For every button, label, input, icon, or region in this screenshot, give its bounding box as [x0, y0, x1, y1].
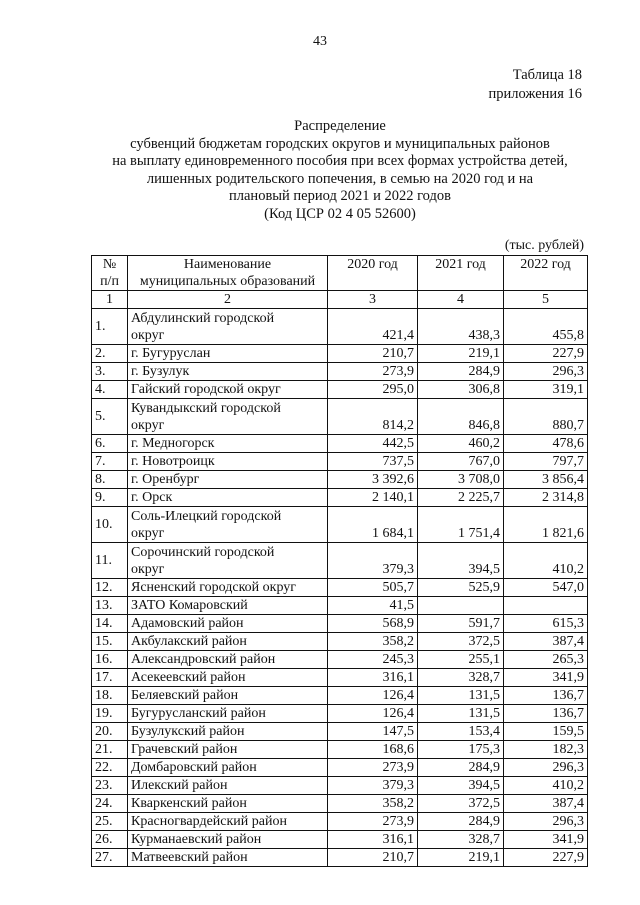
table-ref-line1: Таблица 18	[512, 67, 582, 83]
value-2021: 284,9	[418, 813, 504, 831]
col-number: 4	[418, 291, 504, 309]
table-row	[92, 543, 588, 579]
value-2021: 306,8	[418, 381, 504, 399]
header-num: № п/п	[92, 256, 128, 291]
row-number: 23.	[92, 777, 128, 795]
row-number: 13.	[92, 597, 128, 615]
row-number: 5.	[92, 399, 128, 435]
municipality-name-line1: г. Бузулук	[131, 364, 190, 379]
table-row	[92, 813, 588, 831]
table-reference	[489, 66, 582, 104]
table-row	[92, 381, 588, 399]
municipality-name-line2: округ	[131, 561, 165, 577]
municipality-name-line2: округ	[131, 417, 165, 433]
municipality-name-line1: Курманаевский район	[131, 832, 262, 847]
col-number: 1	[92, 291, 128, 309]
value-2020: 358,2	[328, 633, 418, 651]
municipality-name-line1: Грачевский район	[131, 742, 238, 757]
table-row	[92, 669, 588, 687]
value-2021: 438,3	[418, 309, 504, 345]
value-2021: 394,5	[418, 777, 504, 795]
municipality-name-line1: г. Бугуруслан	[131, 346, 211, 361]
value-2022: 387,4	[504, 795, 588, 813]
value-2021: 131,5	[418, 687, 504, 705]
row-number: 7.	[92, 453, 128, 471]
municipality-name	[128, 579, 328, 597]
value-2022: 265,3	[504, 651, 588, 669]
municipality-name	[128, 435, 328, 453]
value-2020: 273,9	[328, 363, 418, 381]
municipality-name-line1: Беляевский район	[131, 688, 239, 703]
municipality-name	[128, 849, 328, 867]
col-number: 2	[128, 291, 328, 309]
value-2020: 245,3	[328, 651, 418, 669]
municipality-name-line1: Акбулакский район	[131, 634, 247, 649]
value-2022	[504, 597, 588, 615]
value-2022: 227,9	[504, 345, 588, 363]
value-2022: 227,9	[504, 849, 588, 867]
value-2022: 478,6	[504, 435, 588, 453]
table-row	[92, 795, 588, 813]
municipality-name-line1: Матвеевский район	[131, 850, 248, 865]
row-number: 11.	[92, 543, 128, 579]
value-2020: 316,1	[328, 831, 418, 849]
value-2020: 421,4	[328, 309, 418, 345]
municipality-name-line1: г. Новотроицк	[131, 454, 215, 469]
table-row	[92, 849, 588, 867]
table-row	[92, 489, 588, 507]
municipality-name-line1: Гайский городской округ	[131, 382, 281, 397]
value-2022: 797,7	[504, 453, 588, 471]
value-2021: 767,0	[418, 453, 504, 471]
municipality-name	[128, 759, 328, 777]
col-number: 5	[504, 291, 588, 309]
value-2020: 379,3	[328, 543, 418, 579]
municipality-name	[128, 399, 328, 435]
value-2021: 2 225,7	[418, 489, 504, 507]
value-2021: 153,4	[418, 723, 504, 741]
header-2022: 2022 год	[504, 256, 588, 291]
value-2020: 295,0	[328, 381, 418, 399]
municipality-name	[128, 381, 328, 399]
row-number: 1.	[92, 309, 128, 345]
row-number: 15.	[92, 633, 128, 651]
title-line5: плановый период 2021 и 2022 годов	[229, 188, 451, 204]
value-2021: 460,2	[418, 435, 504, 453]
value-2021: 328,7	[418, 831, 504, 849]
table-row	[92, 453, 588, 471]
value-2020: 568,9	[328, 615, 418, 633]
value-2022: 136,7	[504, 687, 588, 705]
row-number: 4.	[92, 381, 128, 399]
table-body	[92, 309, 588, 867]
title-line3: на выплату единовременного пособия при всех формах устройства детей,	[112, 153, 568, 169]
municipality-name	[128, 543, 328, 579]
municipality-name	[128, 363, 328, 381]
value-2022: 3 856,4	[504, 471, 588, 489]
value-2020: 737,5	[328, 453, 418, 471]
table-row	[92, 345, 588, 363]
value-2021: 255,1	[418, 651, 504, 669]
municipality-name-line1: г. Медногорск	[131, 436, 215, 451]
row-number: 9.	[92, 489, 128, 507]
municipality-name-line1: Адамовский район	[131, 616, 244, 631]
table-row	[92, 471, 588, 489]
municipality-name-line1: Абдулинский городской	[131, 310, 275, 326]
value-2021: 328,7	[418, 669, 504, 687]
table-row	[92, 309, 588, 345]
value-2020: 273,9	[328, 813, 418, 831]
municipality-name	[128, 669, 328, 687]
row-number: 21.	[92, 741, 128, 759]
municipality-name	[128, 741, 328, 759]
row-number: 6.	[92, 435, 128, 453]
municipality-name-line2: округ	[131, 327, 165, 343]
value-2020: 126,4	[328, 687, 418, 705]
row-number: 25.	[92, 813, 128, 831]
header-name: Наименование муниципальных образований	[128, 256, 328, 291]
row-number: 3.	[92, 363, 128, 381]
value-2020: 358,2	[328, 795, 418, 813]
value-2022: 136,7	[504, 705, 588, 723]
value-2020: 316,1	[328, 669, 418, 687]
value-2021: 846,8	[418, 399, 504, 435]
municipality-name	[128, 309, 328, 345]
value-2020: 168,6	[328, 741, 418, 759]
value-2022: 319,1	[504, 381, 588, 399]
value-2022: 296,3	[504, 363, 588, 381]
title-line6: (Код ЦСР 02 4 05 52600)	[264, 205, 416, 222]
municipality-name-line1: Асекеевский район	[131, 670, 246, 685]
value-2022: 615,3	[504, 615, 588, 633]
municipality-name-line1: Кувандыкский городской	[131, 400, 281, 416]
value-2022: 159,5	[504, 723, 588, 741]
value-2022: 341,9	[504, 831, 588, 849]
row-number: 16.	[92, 651, 128, 669]
value-2021: 1 751,4	[418, 507, 504, 543]
value-2021: 284,9	[418, 363, 504, 381]
value-2020: 3 392,6	[328, 471, 418, 489]
table-row	[92, 579, 588, 597]
row-number: 26.	[92, 831, 128, 849]
municipality-name	[128, 489, 328, 507]
title-line1: Распределение	[294, 118, 386, 134]
value-2020: 41,5	[328, 597, 418, 615]
row-number: 2.	[92, 345, 128, 363]
title-line4: лишенных родительского попечения, в семью на 2020 год и на	[146, 170, 534, 187]
table-row	[92, 615, 588, 633]
value-2021: 525,9	[418, 579, 504, 597]
municipality-name-line1: Домбаровский район	[131, 760, 257, 775]
municipality-name	[128, 651, 328, 669]
municipality-name	[128, 345, 328, 363]
municipality-name	[128, 687, 328, 705]
municipality-name	[128, 723, 328, 741]
row-number: 17.	[92, 669, 128, 687]
value-2022: 410,2	[504, 777, 588, 795]
value-2020: 1 684,1	[328, 507, 418, 543]
table-ref-line2: приложения 16	[488, 86, 582, 102]
table-row	[92, 597, 588, 615]
value-2022: 1 821,6	[504, 507, 588, 543]
municipality-name	[128, 615, 328, 633]
value-2021	[418, 597, 504, 615]
table-row	[92, 633, 588, 651]
page-number: 43	[313, 34, 327, 49]
value-2022: 341,9	[504, 669, 588, 687]
municipality-name-line1: г. Оренбург	[131, 472, 200, 487]
value-2021: 372,5	[418, 633, 504, 651]
row-number: 10.	[92, 507, 128, 543]
value-2021: 372,5	[418, 795, 504, 813]
value-2022: 410,2	[504, 543, 588, 579]
value-2020: 379,3	[328, 777, 418, 795]
value-2020: 273,9	[328, 759, 418, 777]
municipality-name	[128, 795, 328, 813]
subsidy-table	[91, 255, 588, 867]
municipality-name-line1: ЗАТО Комаровский	[131, 598, 248, 613]
row-number: 22.	[92, 759, 128, 777]
row-number: 24.	[92, 795, 128, 813]
value-2020: 442,5	[328, 435, 418, 453]
value-2021: 175,3	[418, 741, 504, 759]
municipality-name	[128, 813, 328, 831]
table-row	[92, 741, 588, 759]
municipality-name-line1: Кваркенский район	[131, 796, 247, 811]
document-title	[90, 118, 590, 223]
row-number: 12.	[92, 579, 128, 597]
table-row	[92, 435, 588, 453]
municipality-name-line1: Сорочинский городской	[131, 544, 275, 560]
value-2022: 880,7	[504, 399, 588, 435]
municipality-name	[128, 453, 328, 471]
header-row	[92, 256, 588, 291]
value-2020: 147,5	[328, 723, 418, 741]
municipality-name	[128, 507, 328, 543]
value-2021: 3 708,0	[418, 471, 504, 489]
row-number: 14.	[92, 615, 128, 633]
row-number: 27.	[92, 849, 128, 867]
table-row	[92, 651, 588, 669]
value-2022: 2 314,8	[504, 489, 588, 507]
municipality-name	[128, 831, 328, 849]
value-2022: 182,3	[504, 741, 588, 759]
table-row	[92, 759, 588, 777]
table-row	[92, 777, 588, 795]
value-2020: 814,2	[328, 399, 418, 435]
value-2022: 387,4	[504, 633, 588, 651]
value-2022: 296,3	[504, 813, 588, 831]
municipality-name-line1: Ясненский городской округ	[131, 580, 297, 595]
value-2020: 210,7	[328, 849, 418, 867]
municipality-name	[128, 597, 328, 615]
value-2022: 296,3	[504, 759, 588, 777]
municipality-name	[128, 471, 328, 489]
value-2021: 284,9	[418, 759, 504, 777]
row-number: 20.	[92, 723, 128, 741]
col-number: 3	[328, 291, 418, 309]
table-row	[92, 723, 588, 741]
municipality-name	[128, 705, 328, 723]
value-2021: 219,1	[418, 849, 504, 867]
row-number: 18.	[92, 687, 128, 705]
municipality-name	[128, 777, 328, 795]
municipality-name-line1: Илекский район	[131, 778, 228, 793]
municipality-name-line2: округ	[131, 525, 165, 541]
municipality-name-line1: г. Орск	[131, 490, 173, 505]
municipality-name-line1: Александровский район	[131, 652, 276, 667]
row-number: 8.	[92, 471, 128, 489]
value-2022: 547,0	[504, 579, 588, 597]
value-2020: 505,7	[328, 579, 418, 597]
municipality-name-line1: Красногвардейский район	[131, 814, 287, 829]
row-number: 19.	[92, 705, 128, 723]
value-2020: 126,4	[328, 705, 418, 723]
value-2021: 394,5	[418, 543, 504, 579]
municipality-name-line1: Бузулукский район	[131, 724, 245, 739]
table-row	[92, 363, 588, 381]
table-row	[92, 399, 588, 435]
table-row	[92, 507, 588, 543]
table-row	[92, 687, 588, 705]
value-2022: 455,8	[504, 309, 588, 345]
header-2020: 2020 год	[328, 256, 418, 291]
title-line2: субвенций бюджетам городских округов и муниципальных районов	[130, 135, 550, 152]
value-2021: 219,1	[418, 345, 504, 363]
value-2020: 2 140,1	[328, 489, 418, 507]
column-number-row	[92, 291, 588, 309]
municipality-name-line1: Соль-Илецкий городской	[131, 508, 282, 524]
units-label: (тыс. рублей)	[504, 238, 584, 253]
table-row	[92, 831, 588, 849]
municipality-name	[128, 633, 328, 651]
value-2020: 210,7	[328, 345, 418, 363]
header-2021: 2021 год	[418, 256, 504, 291]
municipality-name-line1: Бугурусланский район	[131, 706, 266, 721]
value-2021: 131,5	[418, 705, 504, 723]
value-2021: 591,7	[418, 615, 504, 633]
table-row	[92, 705, 588, 723]
